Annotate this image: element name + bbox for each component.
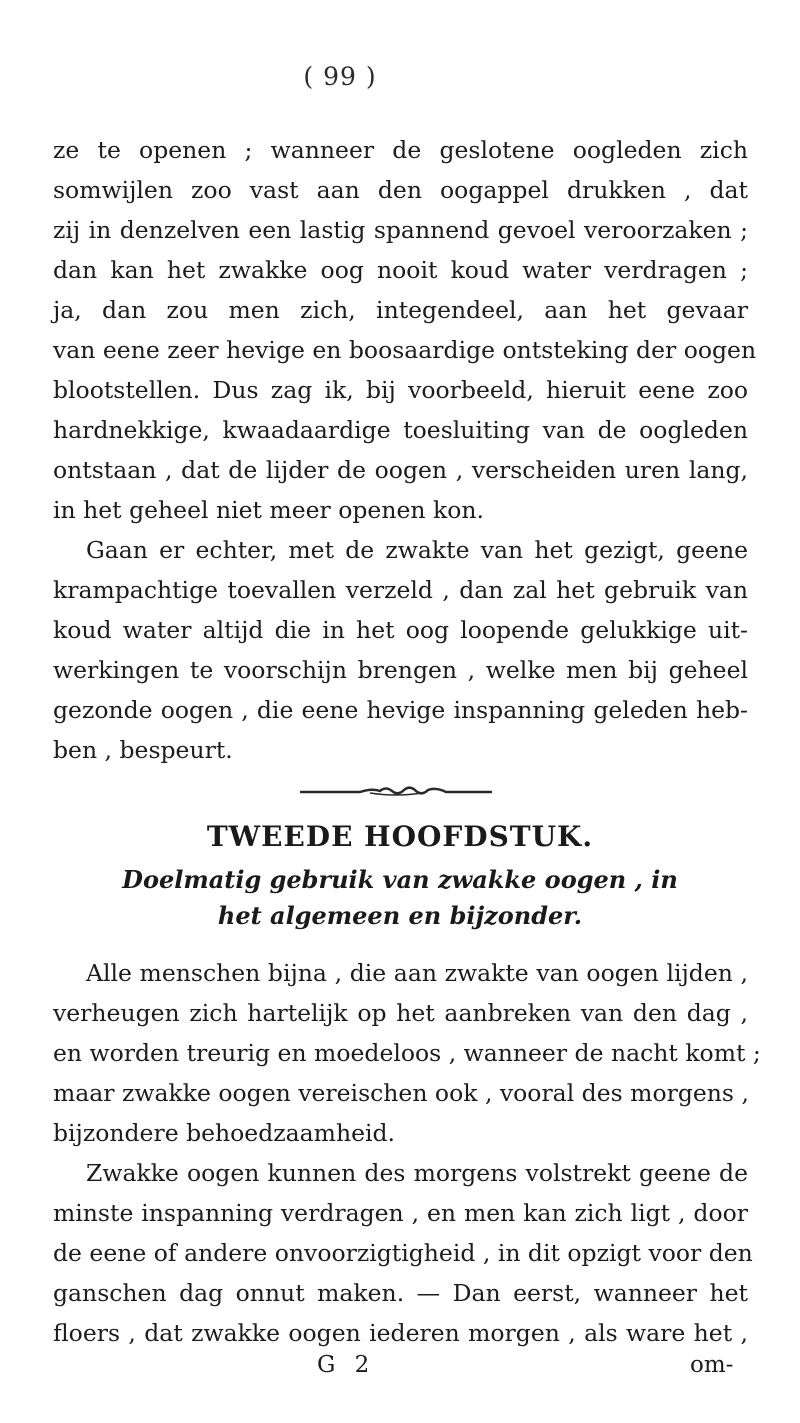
text-line: verheugen zich hartelijk op het aanbreken van den dag , xyxy=(53,999,748,1027)
text-line: krampachtige toevallen verzeld , dan zal het gebruik van xyxy=(53,576,748,604)
text-line: ben , bespeurt. xyxy=(53,736,233,764)
text-line: werkingen te voorschijn brengen , welke men bij geheel xyxy=(53,656,748,684)
page-number: ( 99 ) xyxy=(303,62,377,91)
text-line: koud water altijd die in het oog loopende gelukkige uit- xyxy=(53,616,748,644)
chapter-title: TWEEDE HOOFDSTUK. xyxy=(206,820,594,853)
text-line: de eene of andere onvoorzigtigheid , in dit opzigt voor den xyxy=(53,1239,753,1267)
text-line: Alle menschen bijna , die aan zwakte van oogen lijden , xyxy=(86,959,748,987)
text-line: bijzondere behoedzaamheid. xyxy=(53,1119,396,1147)
text-line: in het geheel niet meer openen kon. xyxy=(53,496,484,524)
text-line: floers , dat zwakke oogen iederen morgen , als ware het , xyxy=(53,1319,748,1347)
text-line: ontstaan , dat de lijder de oogen , verscheiden uren lang, xyxy=(53,456,748,484)
text-line: ganschen dag onnut maken. — Dan eerst, wanneer het xyxy=(53,1279,748,1307)
text-line: ze te openen ; wanneer de geslotene oogleden zich xyxy=(53,136,748,164)
text-line: Gaan er echter, met de zwakte van het gezigt, geene xyxy=(86,536,748,564)
text-line: zij in denzelven een lastig spannend gevoel veroorzaken ; xyxy=(53,216,748,244)
text-line: blootstellen. Dus zag ik, bij voorbeeld, hieruit eene zoo xyxy=(53,376,748,404)
ornament-divider xyxy=(300,784,492,798)
text-line: dan kan het zwakke oog nooit koud water verdragen ; xyxy=(53,256,748,284)
text-line: somwijlen zoo vast aan den oogappel drukken , dat xyxy=(53,176,748,204)
text-line: ja, dan zou men zich, integendeel, aan het gevaar xyxy=(53,296,748,324)
text-line: minste inspanning verdragen , en men kan zich ligt , door xyxy=(53,1199,748,1227)
text-line: hardnekkige, kwaadaardige toesluiting van de oogleden xyxy=(53,416,748,444)
catchword: om- xyxy=(690,1352,734,1378)
text-line: van eene zeer hevige en boosaardige ontsteking der oogen xyxy=(53,336,757,364)
text-line: gezonde oogen , die eene hevige inspanning geleden heb- xyxy=(53,696,748,724)
chapter-subtitle: Doelmatig gebruik van zwakke oogen , in xyxy=(122,865,678,894)
signature-mark: G 2 xyxy=(317,1352,376,1378)
text-line: en worden treurig en moedeloos , wanneer de nacht komt ; xyxy=(53,1039,761,1067)
chapter-subtitle: het algemeen en bijzonder. xyxy=(217,901,583,930)
text-line: maar zwakke oogen vereischen ook , vooral des morgens , xyxy=(53,1079,749,1107)
text-line: Zwakke oogen kunnen des morgens volstrekt geene de xyxy=(86,1159,748,1187)
